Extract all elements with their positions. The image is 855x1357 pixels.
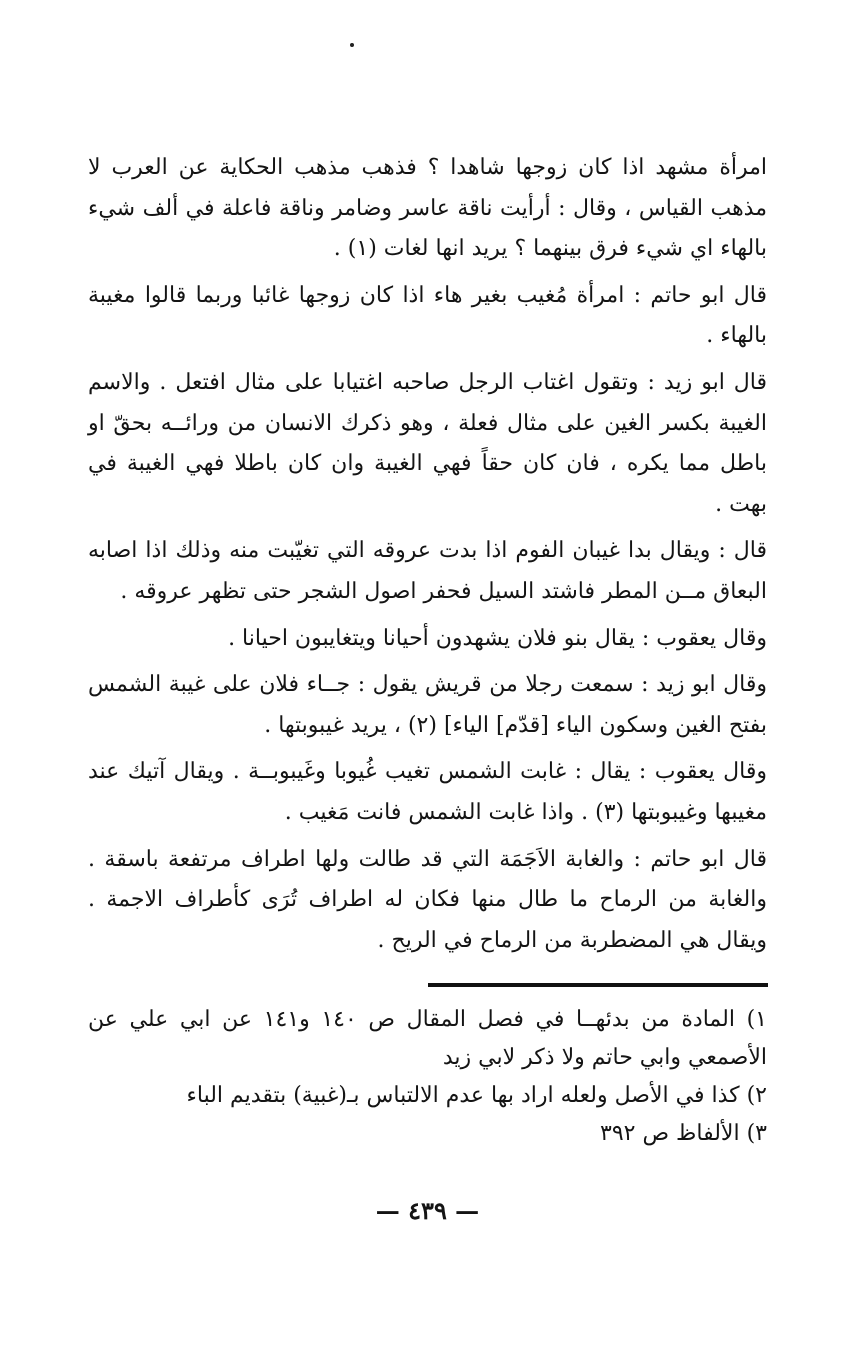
footnotes xyxy=(88,1001,767,1153)
footnote-separator xyxy=(428,983,768,987)
page-number: — ٤٣٩ — xyxy=(375,1196,480,1225)
main-text xyxy=(88,148,767,967)
paragraph: وقال يعقوب : يقال : غابت الشمس تغيب غُيوبا وغَيبوبــة . ويقال آتيك عند مغيبها وغيبوبتها (٣) . واذا غابت الشمس فانت مَغيب . xyxy=(88,759,767,825)
footnote-2: ٢) كذا في الأصل ولعله اراد بها عدم الالتباس بـ(غبية) بتقديم الباء xyxy=(186,1083,767,1108)
footnote-3: ٣) الألفاظ ص ٣٩٢ xyxy=(600,1121,767,1146)
paragraph: قال ابو زيد : وتقول اغتاب الرجل صاحبه اغتيابا على مثال افتعل . والاسم الغيبة بكسر الغين على مثال فعلة ، وهو ذكرك الانسان من ورائــه بحقّ او باطل مما يكره ، فان كان حقاً فهي الغيبة وان كان باطلا فهي الغيبة في بهت . xyxy=(88,369,767,517)
paragraph: قال ابو حاتم : والغابة الاَجَمَة التي قد طالت ولها اطراف مرتفعة باسقة . والغابة من الرماح ما طال منها فكان له اطراف تُرَى كأطراف الاجمة . ويقال هي المضطربة من الرماح في الريح . xyxy=(88,846,767,953)
paragraph: امرأة مشهد اذا كان زوجها شاهدا ؟ فذهب مذهب الحكاية عن العرب لا مذهب القياس ، وقال : أرأيت ناقة عاسر وضامر وناقة فاعلة في ألف شيء بالهاء اي شيء فرق بينهما ؟ يريد انها لغات (١) . xyxy=(88,155,767,262)
footnote-1: ١) المادة من بدئهــا في فصل المقال ص ١٤٠ و١٤١ عن ابي علي عن الأصمعي وابي حاتم ولا ذكر لابي زيد xyxy=(88,1007,767,1070)
paragraph: وقال يعقوب : يقال بنو فلان يشهدون أحيانا ويتغايبون احيانا . xyxy=(228,625,767,651)
scan-speck xyxy=(350,43,354,47)
paragraph: وقال ابو زيد : سمعت رجلا من قريش يقول : جــاء فلان على غيبة الشمس بفتح الغين وسكون الياء [قدّم] الياء] (٢) ، يريد غيبوبتها . xyxy=(88,672,767,738)
paragraph: قال ابو حاتم : امرأة مُغيب بغير هاء اذا كان زوجها غائبا وربما قالوا مغيبة بالهاء . xyxy=(88,282,767,349)
paragraph: قال : ويقال بدا غيبان الفوم اذا بدت عروقه التي تغيّبت منه وذلك اذا اصابه البعاق مــن المطر فاشتد السيل فحفر اصول الشجر حتى تظهر عروقه . xyxy=(88,538,767,604)
